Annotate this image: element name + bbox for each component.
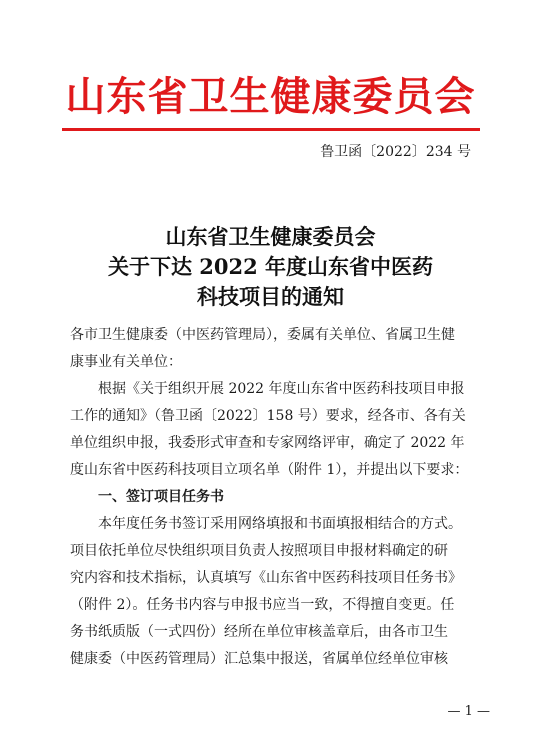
- notice-body: [70, 322, 474, 673]
- body-line: 各市卫生健康委（中医药管理局），委属有关单位、省属卫生健: [70, 327, 455, 343]
- body-line: 单位组织申报，我委形式审查和专家网络评审，确定了 2022 年: [70, 435, 465, 451]
- notice-title: [0, 222, 541, 312]
- body-line: 本年度任务书签订采用网络填报和书面填报相结合的方式。: [70, 516, 462, 532]
- body-line: 项目依托单位尽快组织项目负责人按照项目申报材料确定的研: [70, 543, 448, 559]
- title-line-3: 科技项目的通知: [197, 284, 344, 309]
- document-number: 鲁卫函〔2022〕234 号: [320, 144, 471, 160]
- title-line-2: 关于下达 2022 年度山东省中医药: [107, 254, 434, 279]
- body-line: 工作的通知》（鲁卫函〔2022〕158 号）要求，经各市、各有关: [70, 408, 466, 424]
- body-line: 务书纸质版（一式四份）经所在单位审核盖章后，由各市卫生: [70, 624, 448, 640]
- body-line: 度山东省中医药科技项目立项名单（附件 1），并提出以下要求：: [70, 462, 469, 478]
- body-line: 究内容和技术指标，认真填写《山东省中医药科技项目任务书》: [70, 570, 462, 586]
- body-line: 根据《关于组织开展 2022 年度山东省中医药科技项目申报: [70, 381, 465, 397]
- red-separator-line: [62, 128, 480, 131]
- page-number: — 1 —: [447, 704, 490, 719]
- body-line: （附件 2）。任务书内容与申报书应当一致，不得擅自变更。任: [70, 597, 455, 613]
- section-heading: 一、签订项目任务书: [70, 489, 224, 505]
- body-line: 康事业有关单位：: [70, 354, 182, 370]
- masthead-title: 山东省卫生健康委员会: [65, 73, 476, 120]
- title-line-1: 山东省卫生健康委员会: [165, 224, 376, 249]
- body-line: 健康委（中医药管理局）汇总集中报送，省属单位经单位审核: [70, 651, 448, 667]
